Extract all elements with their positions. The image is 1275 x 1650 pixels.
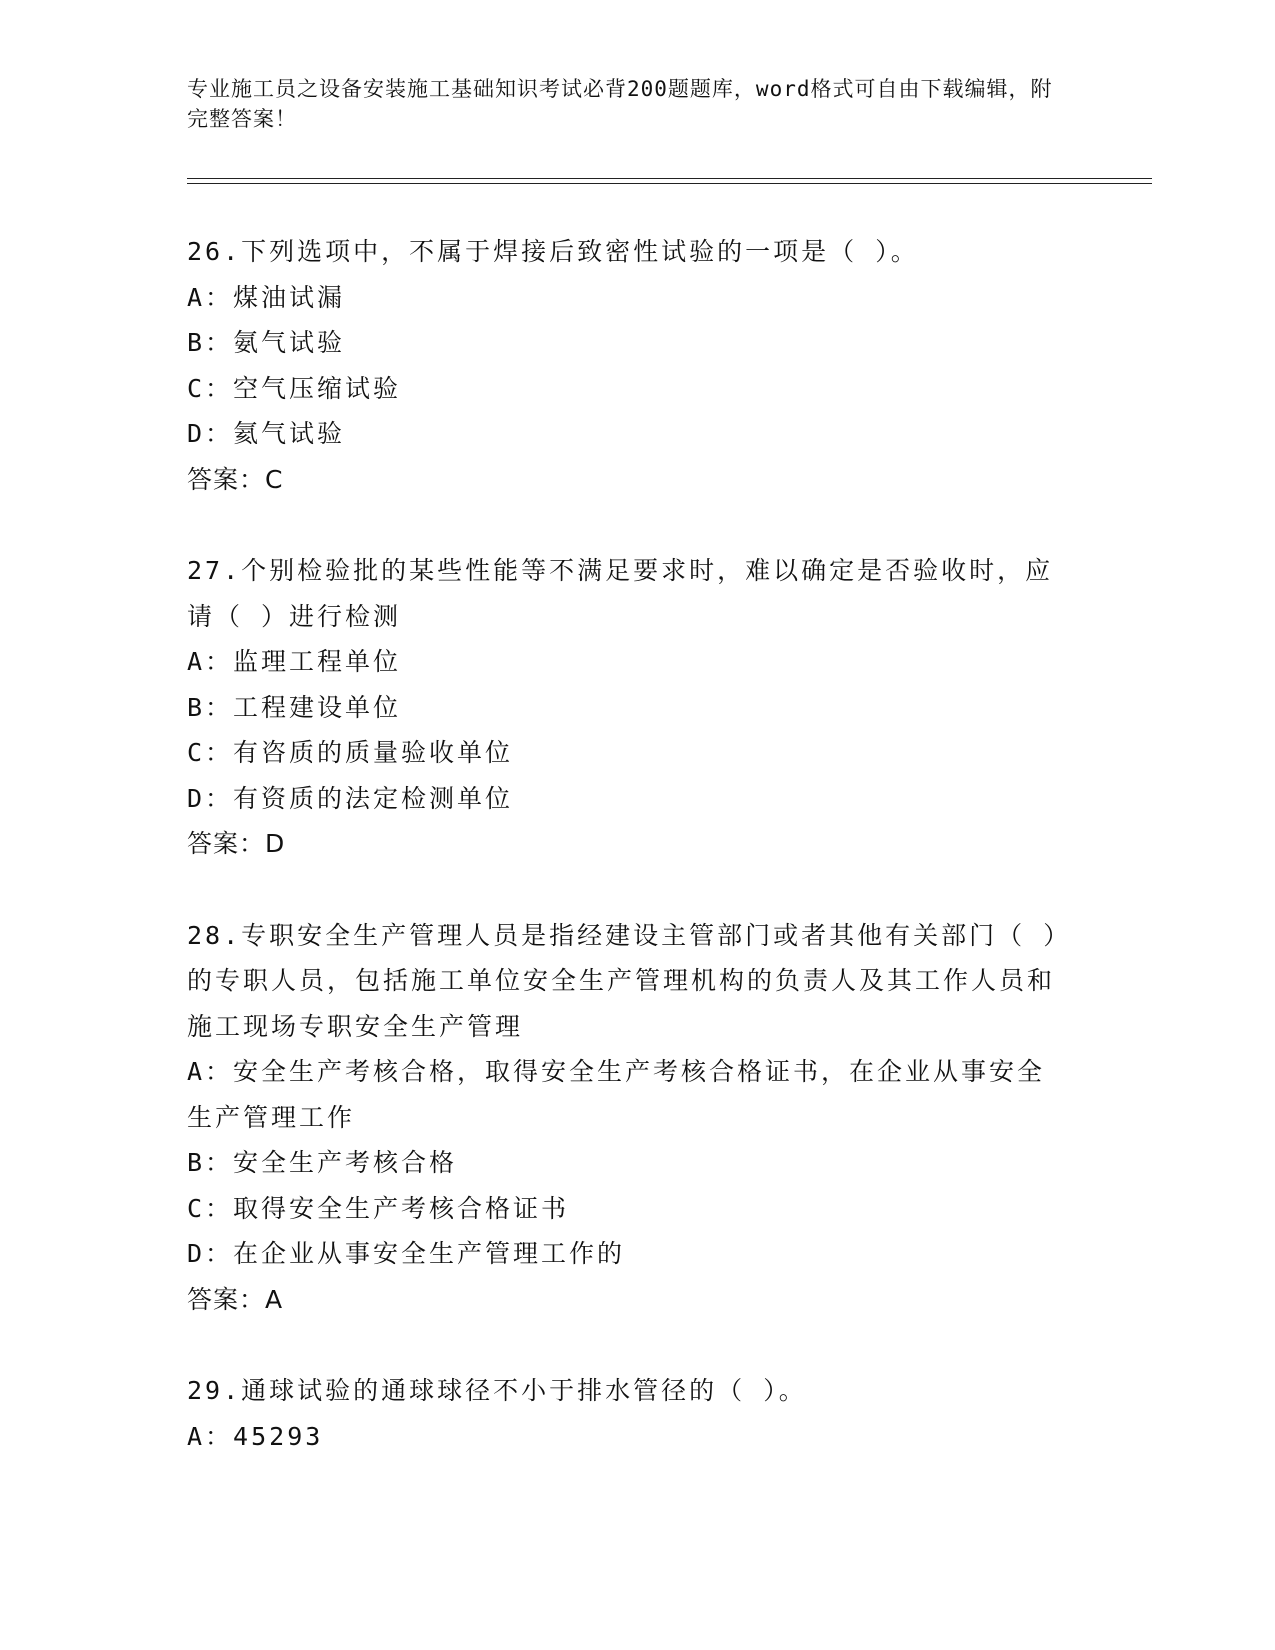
document-header: 专业施工员之设备安装施工基础知识考试必背200题题库，word格式可自由下载编辑，附完整答案！ (187, 77, 1053, 131)
question-29 (187, 1368, 1067, 1459)
header-divider-bottom (187, 183, 1152, 184)
option-a: A：45293 (187, 1421, 324, 1451)
option-c: C：取得安全生产考核合格证书 (187, 1193, 570, 1223)
question-28 (187, 913, 1067, 1323)
question-stem: 29.通球试验的通球球径不小于排水管径的（ ）。 (187, 1376, 807, 1405)
option-b: B：安全生产考核合格 (187, 1148, 458, 1177)
option-c: C：有咨质的质量验收单位 (187, 738, 514, 767)
option-a: A：监理工程单位 (187, 647, 402, 676)
header-divider-top (187, 178, 1152, 179)
answer-label: 答案：A (187, 1284, 284, 1314)
question-stem: 26.下列选项中，不属于焊接后致密性试验的一项是（ ）。 (187, 237, 919, 266)
option-a: A：安全生产考核合格，取得安全生产考核合格证书，在企业从事安全生产管理工作 (187, 1057, 1046, 1132)
answer-label: 答案：C (187, 464, 284, 494)
option-b: B：工程建设单位 (187, 692, 402, 722)
option-c: C：空气压缩试验 (187, 373, 402, 403)
option-d: D：在企业从事安全生产管理工作的 (187, 1239, 626, 1268)
option-d: D：氦气试验 (187, 419, 346, 448)
option-a: A：煤油试漏 (187, 282, 346, 312)
question-26 (187, 229, 1067, 502)
option-d: D：有资质的法定检测单位 (187, 783, 514, 813)
question-27 (187, 548, 1067, 867)
question-stem: 28.专职安全生产管理人员是指经建设主管部门或者其他有关部门（ ）的专职人员，包括施工单位安全生产管理机构的负责人及其工作人员和施工现场专职安全生产管理 (187, 920, 1059, 1041)
question-stem: 27.个别检验批的某些性能等不满足要求时，难以确定是否验收时，应请（ ）进行检测 (187, 556, 1054, 631)
question-list (187, 229, 1067, 1505)
answer-label: 答案：D (187, 829, 286, 858)
option-b: B：氨气试验 (187, 328, 346, 357)
